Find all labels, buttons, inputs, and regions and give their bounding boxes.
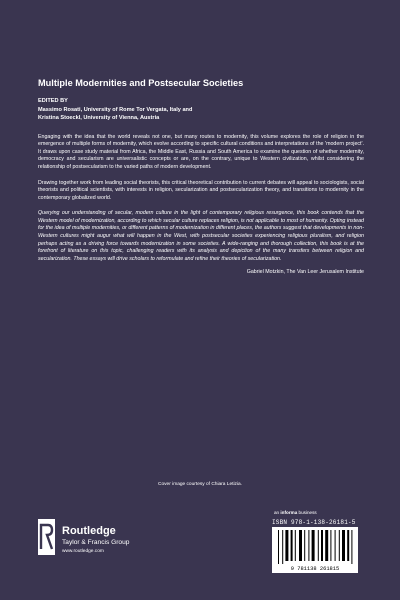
book-title: Multiple Modernities and Postsecular Societies	[38, 78, 244, 88]
edited-by-label: EDITED BY	[38, 98, 68, 105]
publisher-url: www.routledge.com	[62, 549, 104, 554]
editors	[38, 106, 364, 122]
cover-image-credit: Cover image courtesy of Chiara Letizia.	[158, 482, 242, 487]
informa-prefix: an	[274, 510, 280, 515]
informa-name: informa	[280, 510, 298, 515]
barcode-digits: 9 781138 261815	[290, 566, 340, 572]
informa-business-tag	[274, 510, 317, 515]
endorsement-quote: Querying our understanding of secular, modern culture in the light of contemporary religious resurgence, this book contends that the Western model of modernization, according to which secular culture replaces religion, is not applicable to most of humanity. Opting instead for the idea of multiple modernities, or different patterns of modernization in different places, the authors suggest that developments in non-Western cultures might augur what will happen in the West, with postsecular societies experiencing religious pluralism, and religion perhaps acting as a driving force towards modernization in some societies. A wide-ranging and thorough collection, this book is at the forefront of literature on this topic, challenging readers with its analysis and depiction of the many transfers between religion and secularization. These essays will drive scholars to reformulate and refine their theories of secularization.	[38, 210, 364, 262]
informa-suffix: business	[298, 510, 317, 515]
endorsement-attribution: Gabriel Motzkin, The Van Leer Jerusalem Institute	[246, 269, 364, 276]
barcode-bars	[272, 527, 358, 566]
routledge-logo-icon	[38, 519, 55, 555]
editors-line-2: Kristina Stoeckl, University of Vienna, Austria	[38, 114, 160, 121]
publisher-group: Taylor & Francis Group	[62, 539, 130, 546]
blurb-paragraph-1: Engaging with the idea that the world reveals not one, but many routes to modernity, this volume explores the role of religion in the emergence of multiple forms of modernity, which evolve according to specific cultural conditions and interpretations of the 'modern project'. It draws upon case study material from Africa, the Middle East, Russia and South America to examine the question of whether modernity, democracy and secularism are universalistic concepts or are, on the contrary, unique to Western civilization, whilst considering the relationship of postsecularism to the varied paths of modern development.	[38, 133, 364, 171]
isbn-label: ISBN 978-1-138-26181-5	[272, 519, 356, 526]
cover-text-block	[38, 78, 364, 275]
editors-line-1: Massimo Rosati, University of Rome Tor Vergata, Italy and	[38, 106, 193, 113]
blurb-paragraph-2: Drawing together work from leading social theorists, this critical theoretical contribution to current debates will appeal to sociologists, social theorists and political scientists, with interests in religion, secularization and postsecularization theory, and transitions to modernity in the contemporary globalized world.	[38, 179, 364, 201]
publisher-name: Routledge	[62, 525, 116, 537]
